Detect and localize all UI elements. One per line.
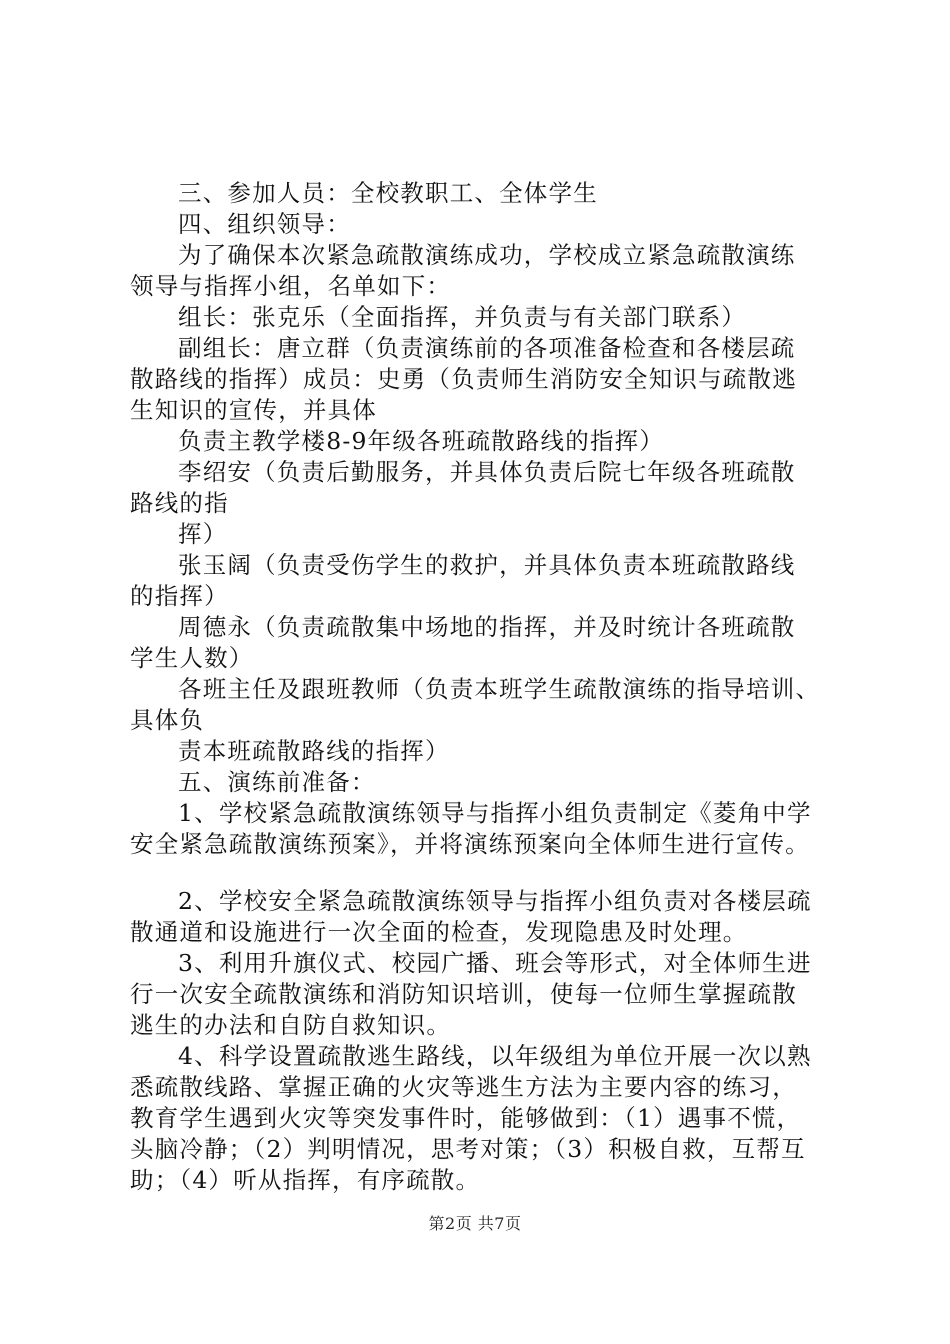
text-line: 五、演练前准备： xyxy=(178,768,376,796)
page-footer: 第2页 共7页 xyxy=(428,1214,522,1233)
text-line: 散通道和设施进行一次全面的检查，发现隐患及时处理。 xyxy=(130,918,748,946)
text-line: 挥） xyxy=(178,520,228,548)
text-line: 三、参加人员：全校教职工、全体学生 xyxy=(178,179,598,207)
text-line: 1、学校紧急疏散演练领导与指挥小组负责制定《菱角中学 xyxy=(178,799,812,827)
text-line: 3、利用升旗仪式、校园广播、班会等形式，对全体师生进 xyxy=(178,949,812,977)
text-line: 责本班疏散路线的指挥） xyxy=(178,737,450,765)
text-line: 具体负 xyxy=(130,706,205,734)
text-line: 副组长：唐立群（负责演练前的各项准备检查和各楼层疏 xyxy=(178,334,796,362)
text-line: 安全紧急疏散演练预案》，并将演练预案向全体师生进行宣传。 xyxy=(130,830,810,858)
text-line: 散路线的指挥）成员：史勇（负责师生消防安全知识与疏散逃 xyxy=(130,365,797,393)
text-line: 组长：张克乐（全面指挥，并负责与有关部门联系） xyxy=(178,303,747,331)
text-line: 为了确保本次紧急疏散演练成功，学校成立紧急疏散演练 xyxy=(178,241,796,269)
text-line: 行一次安全疏散演练和消防知识培训，使每一位师生掌握疏散 xyxy=(130,980,797,1008)
text-line: 教育学生遇到火灾等突发事件时，能够做到：（1）遇事不慌， xyxy=(130,1104,802,1132)
text-line: 悉疏散线路、掌握正确的火灾等逃生方法为主要内容的练习， xyxy=(130,1073,797,1101)
text-line: 头脑冷静；（2）判明情况，思考对策；（3）积极自救，互帮互 xyxy=(130,1135,806,1163)
text-line: 四、组织领导： xyxy=(178,210,351,238)
text-line: 张玉阔（负责受伤学生的救护，并具体负责本班疏散路线 xyxy=(178,551,796,579)
text-line: 路线的指 xyxy=(130,489,229,517)
text-line: 逃生的办法和自防自救知识。 xyxy=(130,1011,452,1039)
text-line: 各班主任及跟班教师（负责本班学生疏散演练的指导培训、 xyxy=(178,675,821,703)
text-line: 领导与指挥小组，名单如下： xyxy=(130,272,452,300)
text-line: 负责主教学楼8-9年级各班疏散路线的指挥） xyxy=(178,427,665,455)
text-line: 助；（4）听从指挥，有序疏散。 xyxy=(130,1166,481,1194)
text-line: 2、学校安全紧急疏散演练领导与指挥小组负责对各楼层疏 xyxy=(178,887,812,915)
text-line: 的指挥） xyxy=(130,582,229,610)
text-line: 4、科学设置疏散逃生路线，以年级组为单位开展一次以熟 xyxy=(178,1042,812,1070)
text-line: 周德永（负责疏散集中场地的指挥，并及时统计各班疏散 xyxy=(178,613,796,641)
text-line: 生知识的宣传，并具体 xyxy=(130,396,377,424)
text-line: 李绍安（负责后勤服务，并具体负责后院七年级各班疏散 xyxy=(178,458,796,486)
text-line: 学生人数） xyxy=(130,644,254,672)
